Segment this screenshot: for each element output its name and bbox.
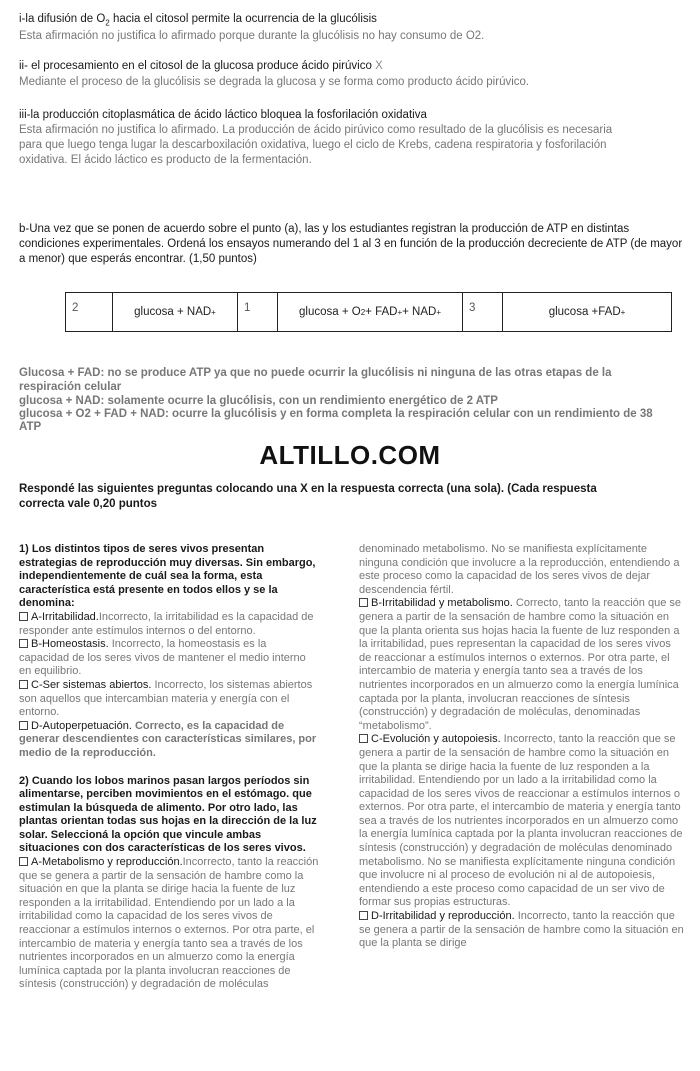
q2-question: 2) Cuando los lobos marinos pasan largos períodos sin alimentarse, perciben movimientos en el estómago. que estimulan la búsqueda de alimento. Por otro lado, las plantas orientan todas sus hojas en la dirección de la luz solar. Seleccioná la opción que vincule ambas situaciones con dos características de los seres vivos.: [19, 774, 317, 855]
statement-i: i-la difusión de $O_2$ hacia el citosol permite la ocurrencia de la glucólisis: [19, 13, 377, 28]
atp-ordering-table: [65, 292, 672, 332]
q1-question: 1) Los distintos tipos de seres vivos presentan estrategias de reproducción muy diversas. Sin embargo, independientemente de cuál sea la forma, esta característica está presente en todos ellos y se la denomina:: [19, 543, 316, 610]
explanation-full-cont: ATP: [19, 421, 42, 433]
statement-iii: iii-la producción citoplasmática de ácido láctico bloquea la fosforilación oxidativa: [19, 109, 427, 121]
right-column: [359, 543, 684, 951]
explanation-fad-cont: respiración celular: [19, 381, 122, 393]
q1-option-c[interactable]: C-Ser sistemas abiertos. Incorrecto, los sistemas abiertos son aquellos que intercambian materia y energía con el entorno.: [19, 678, 313, 719]
condition-cell-2: glucosa + O 2 + FAD + + NAD +: [278, 293, 463, 331]
explanation-nad: glucosa + NAD: solamente ocurre la glucólisis, con un rendimiento energético de 2 ATP: [19, 395, 498, 407]
explanation-full: glucosa + O2 + FAD + NAD: ocurre la glucólisis y en forma completa la respiración celular con un rendimiento de 38: [19, 408, 653, 420]
q2-option-d[interactable]: D-Irritabilidad y reproducción. Incorrecto, tanto la reacción que se genera a partir de la sensación de hambre como la situación en que la planta se dirige: [359, 910, 684, 950]
condition-cell-3: glucosa +FAD +: [548, 306, 626, 318]
part-b-prompt-line1: b-Una vez que se ponen de acuerdo sobre el punto (a), las y los estudiantes registran la producción de ATP en distintas: [19, 223, 630, 235]
rank-cell-2: 1: [238, 293, 278, 331]
rank-cell-3: 3: [463, 293, 503, 331]
checkbox-icon[interactable]: [359, 734, 368, 743]
answer-ii: Mediante el proceso de la glucólisis se degrada la glucosa y se forma como producto ácido pirúvico.: [19, 76, 530, 88]
q2-option-a-cont: denominado metabolismo. No se manifiesta explícitamente ninguna condición que involucre a la reproducción, entendiendo a este proceso como la capacidad de los seres vivos de dejar descendencia fértil.: [359, 543, 680, 596]
q2-option-b[interactable]: B-Irritabilidad y metabolismo. Correcto, tanto la reacción que se genera a partir de la sensación de hambre como la situación en que la planta orienta sus hojas hacia la fuente de luz responden a la irritabilidad, pues representan la capacidad de los seres vivos de reaccionar a estímulos internos o externos. Por otra parte, el intercambio de materia y energía tanto sea a través de los nutrientes incorporados en un almuerzo como la energía lumínica captada por la planta, involucran reacciones de síntesis (construcción) y degradación de moléculas, denominadas “metabolismo”.: [359, 597, 681, 732]
q1-option-b[interactable]: B-Homeostasis. Incorrecto, la homeostasis es la capacidad de los seres vivos de mantener el medio interno en equilibrio.: [19, 638, 306, 678]
part-b-prompt-line3: a menor) que esperás encontrar. (1,50 puntos): [19, 253, 257, 265]
answer-iii-line1: Esta afirmación no justifica lo afirmado. La producción de ácido pirúvico como resultado de la glucólisis es necesaria: [19, 124, 613, 136]
condition-cell-1: glucosa + NAD +: [113, 293, 238, 331]
q2-option-c[interactable]: C-Evolución y autopoiesis. Incorrecto, tanto la reacción que se genera a partir de la sensación de hambre como la situación en que la planta se dirige hacia la fuente de luz responden a la irritabilidad. Entendiendo por un lado a la irritabilidad como la capacidad de los seres vivos de reaccionar a estímulos internos o externos. Por otra parte, el intercambio de materia y energía tanto sea a través de los nutrientes incorporados en un almuerzo como la energía lumínica captada por la planta involucran reacciones de síntesis (construcción) y degradación de moléculas denominado metabolismo. No se manifiesta explícitamente ninguna condición que involucre ni al proceso de evolución ni al de autopoiesis, entendiendo a este proceso como capacidad de un ser vivo de formar sus propias estructuras.: [359, 733, 683, 909]
explanation-fad: Glucosa + FAD: no se produce ATP ya que no puede ocurrir la glucólisis ni ninguna de las otras etapas de la: [19, 367, 612, 379]
site-watermark: ALTILLO.COM: [259, 440, 441, 470]
checkbox-icon[interactable]: [359, 911, 368, 920]
answer-iii-line3: oxidativa. El ácido láctico es producto de la fermentación.: [19, 154, 312, 166]
statement-ii: ii- el procesamiento en el citosol de la glucosa produce ácido pirúvico X: [19, 60, 383, 72]
answer-iii-line2: para que luego tenga lugar la descarboxilación oxidativa, luego el ciclo de Krebs, cadena respiratoria y fosforilación: [19, 139, 607, 151]
checkbox-icon[interactable]: [19, 721, 28, 730]
x-mark: X: [375, 60, 383, 72]
rank-cell-1: 2: [66, 293, 113, 331]
instructions-line1: Respondé las siguientes preguntas colocando una X en la respuesta correcta (una sola). (Cada respuesta: [19, 483, 597, 495]
checkbox-icon[interactable]: [19, 857, 28, 866]
q1-option-d[interactable]: D-Autoperpetuación. Correcto, es la capacidad de generar descendientes con características similares, por medio de la reproducción.: [19, 719, 317, 759]
q1-option-a[interactable]: A-Irritabilidad.Incorrecto, la irritabilidad es la capacidad de responder ante estímulos internos o del entorno.: [19, 610, 314, 637]
left-column: [19, 543, 319, 992]
q2-option-a[interactable]: A-Metabolismo y reproducción.Incorrecto, tanto la reacción que se genera a partir de la sensación de hambre como la situación en que la planta se dirige hacia la fuente de luz responden a la irritabilidad. Entendiendo por un lado a la irritabilidad como la capacidad de los seres vivos de reaccionar a estímulos internos o externos. Por otra parte, el intercambio de materia y energía tanto sea a través de los nutrientes incorporados en un almuerzo como la energía lumínica captada por la planta involucran reacciones de síntesis (construcción) y degradación de moléculas: [19, 856, 319, 991]
checkbox-icon[interactable]: [19, 612, 28, 621]
checkbox-icon[interactable]: [19, 680, 28, 689]
checkbox-icon[interactable]: [359, 598, 368, 607]
checkbox-icon[interactable]: [19, 639, 28, 648]
answer-i: Esta afirmación no justifica lo afirmado porque durante la glucólisis no hay consumo de O2.: [19, 30, 485, 42]
instructions-line2: correcta vale 0,20 puntos: [19, 498, 158, 510]
part-b-prompt-line2: condiciones experimentales. Ordená los ensayos numerando del 1 al 3 en función de la producción decreciente de ATP (de mayor: [19, 238, 683, 250]
